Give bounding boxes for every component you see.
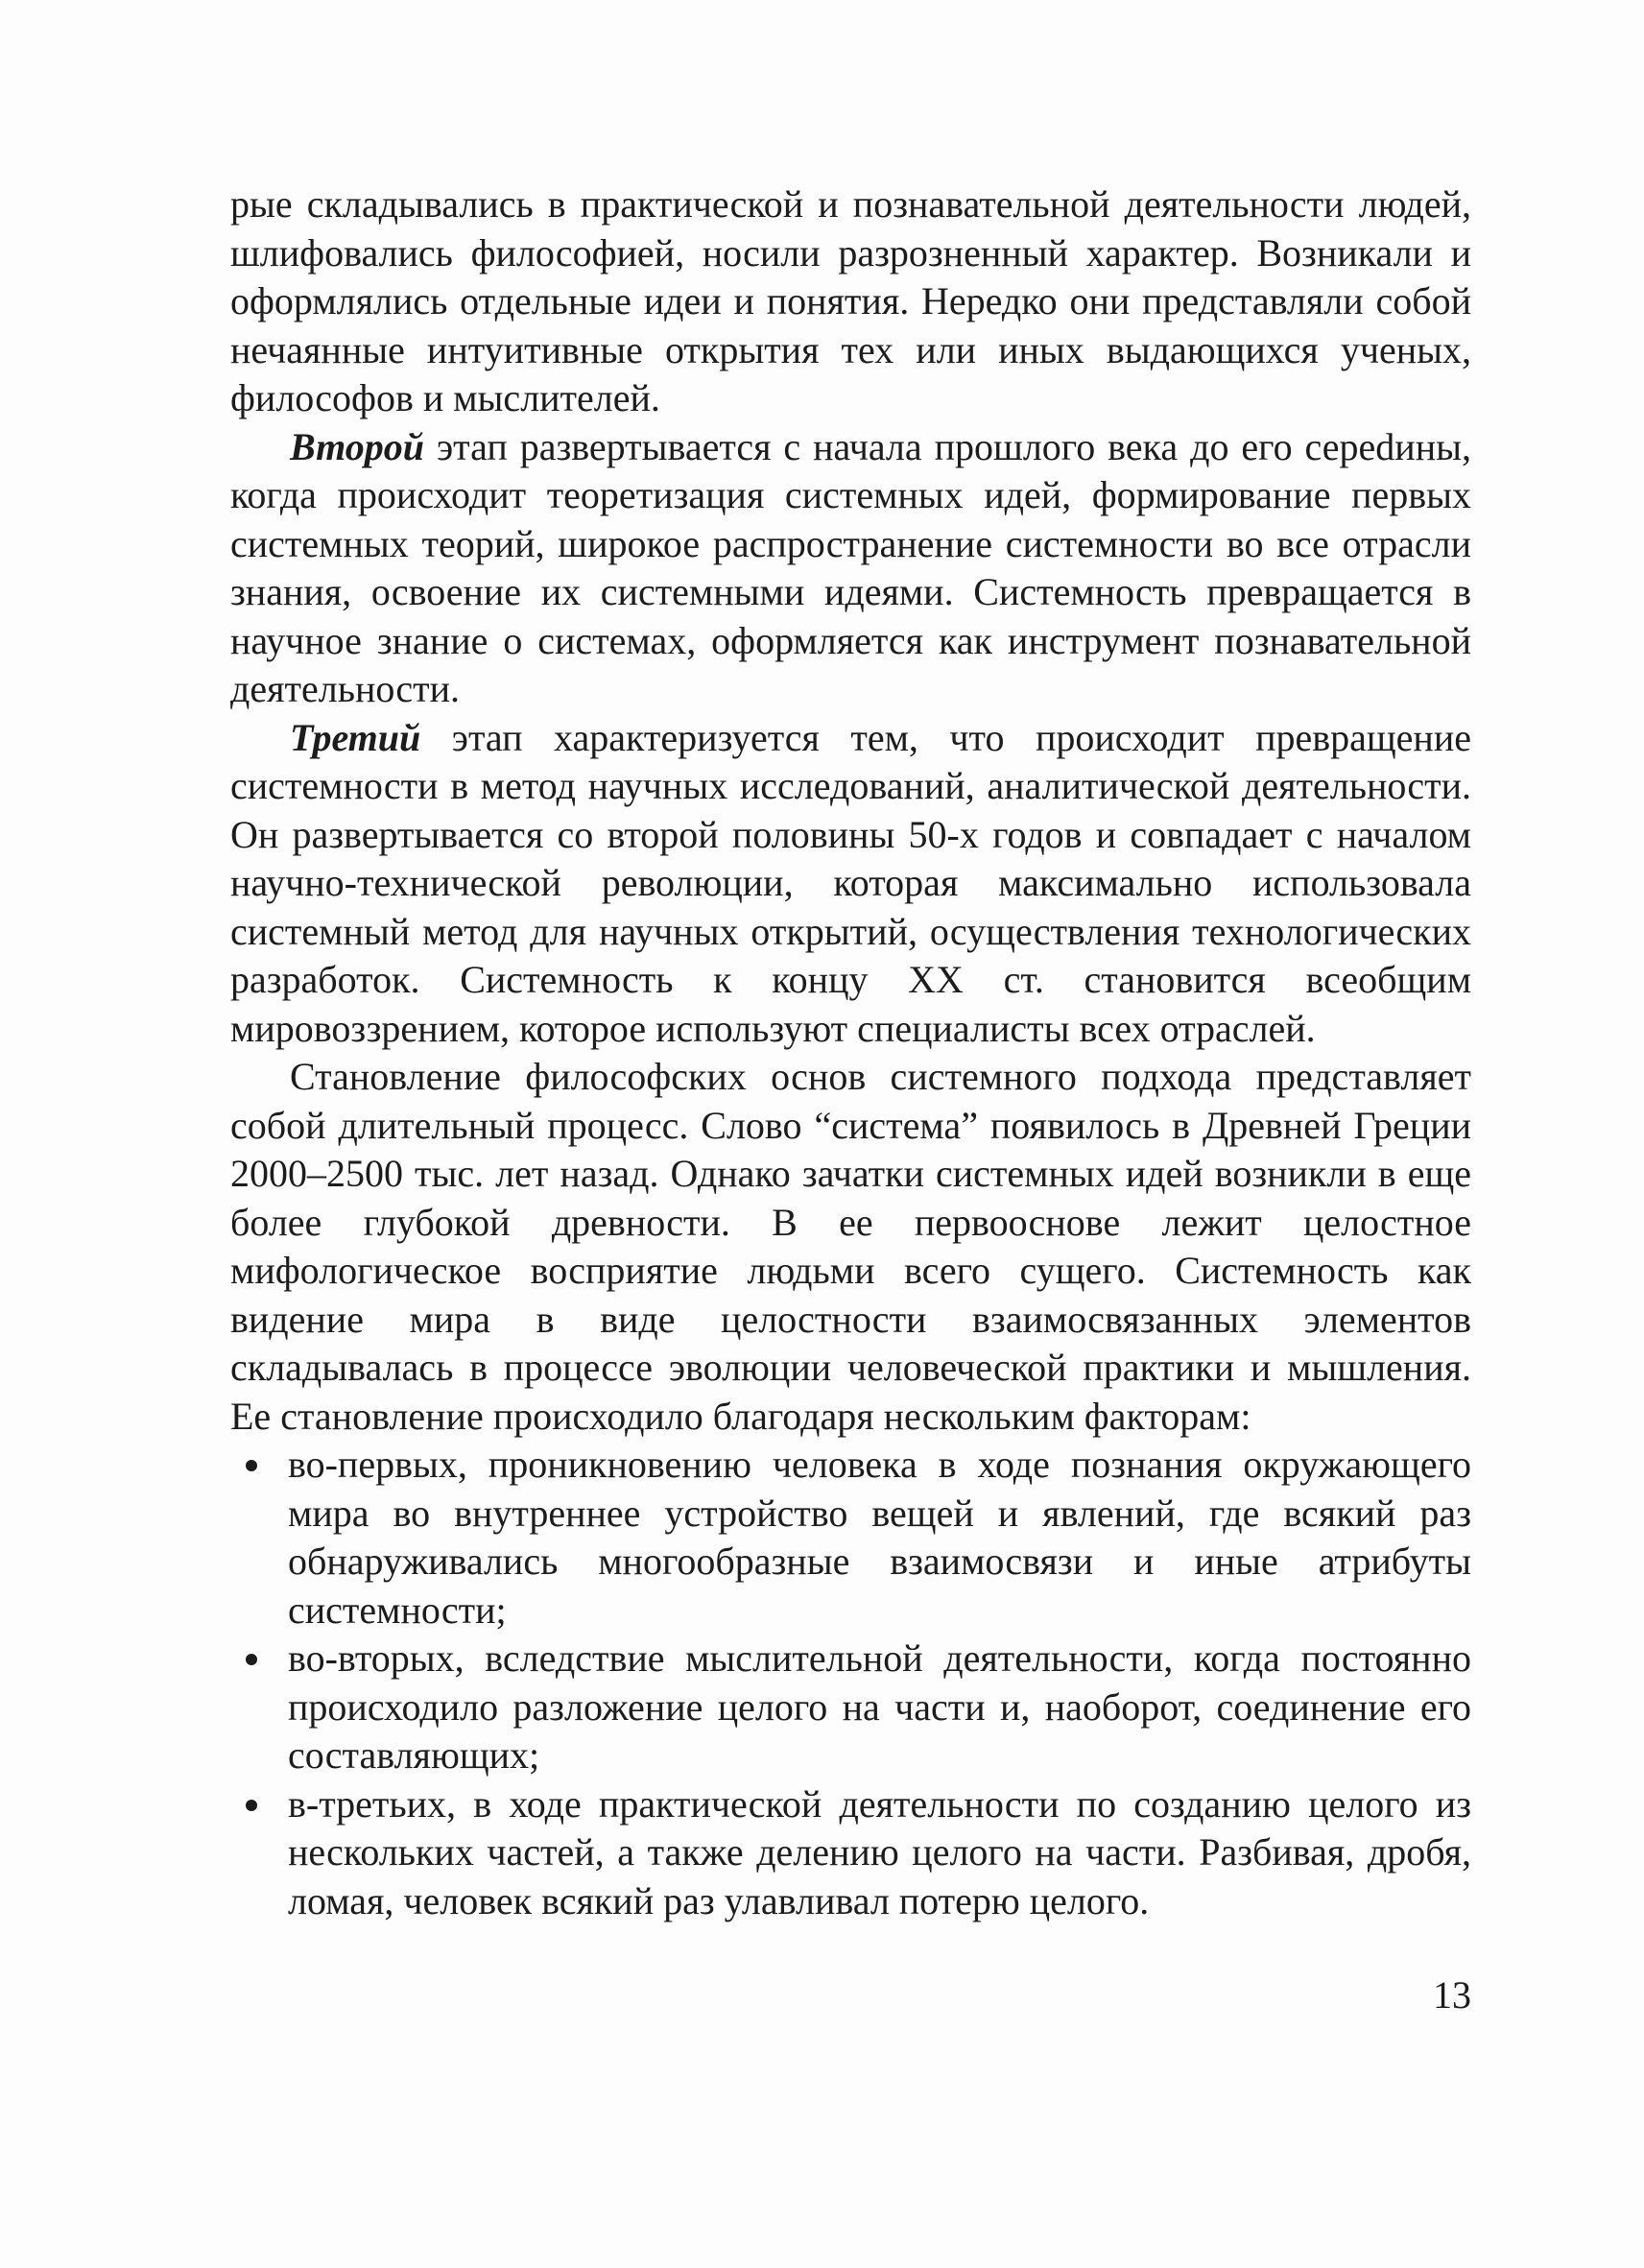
- paragraph-philosophy: [230, 1053, 1471, 1441]
- bullet-icon: [246, 1654, 257, 1665]
- page-number: 13: [1433, 1973, 1471, 2017]
- paragraph-second-stage: [230, 423, 1471, 714]
- paragraph-text: Становление философских основ системного подхода представляет собой длительный процесс. Слово “система” появилось в Древней Греции 2000–2500 тыс. лет назад. Однако зачатки системных идей возникли в еще более глубокой древности. В ее первооснове лежит целостное мифологическое восприятие людьми всего сущего. Системность как видение мира в виде целостности взаимосвязанных элементов складывалась в процессе эволюции человеческой практики и мышления. Ее становление происходило благодаря нескольким факторам:: [230, 1055, 1471, 1438]
- paragraph-lead: Второй: [290, 424, 424, 468]
- factors-list: [230, 1441, 1471, 1925]
- list-item: [230, 1780, 1471, 1926]
- list-item: [230, 1635, 1471, 1780]
- bullet-icon: [246, 1800, 257, 1811]
- paragraph-third-stage: [230, 714, 1471, 1054]
- paragraph-text: этап характеризуется тем, что происходит превращение системности в метод научных исследований, аналитической деятельности. Он развертывается со второй половины 50-х годов и совпадает с началом научно-технической революции, которая максимально использовала системный метод для научных открытий, осуществления технологических разработок. Системность к концу XX ст. становится всеобщим мировоззрением, которое используют специалисты всех отраслей.: [230, 715, 1471, 1050]
- page-body: [230, 180, 1471, 1925]
- list-item: [230, 1441, 1471, 1635]
- list-item-text: в-третьих, в ходе практической деятельности по созданию целого из нескольких частей, а также делению целого на части. Разбивая, дробя, ломая, человек всякий раз улавливал потерю целого.: [288, 1781, 1471, 1922]
- list-item-text: во-вторых, вследствие мыслительной деятельности, когда постоянно происходило разложение целого на части и, наоборот, соединение его составляющих;: [288, 1636, 1471, 1777]
- paragraph-text: рые складывались в практической и познавательной деятельности людей, шлифовались философией, носили разрозненный характер. Возникали и оформлялись отдельные идеи и понятия. Нередко они представляли собой нечаянные интуитивные открытия тех или иных выдающихся ученых, философов и мыслителей.: [230, 182, 1471, 419]
- paragraph-text: этап развертывается с начала прошлого века до его сереdины, когда происходит теоретизация системных идей, формирование первых системных теорий, широкое распространение системности во все отрасли знания, освоение их системными идеями. Системность превращается в научное знание о системах, оформляется как инструмент познавательной деятельности.: [230, 424, 1471, 710]
- bullet-icon: [246, 1460, 257, 1471]
- paragraph-continuation: [230, 180, 1471, 423]
- list-item-text: во-первых, проникновению человека в ходе познания окружающего мира во внутреннее устройство вещей и явлений, где всякий раз обнаруживались многообразные взаимосвязи и иные атрибуты системности;: [288, 1443, 1471, 1632]
- paragraph-lead: Третий: [290, 715, 421, 759]
